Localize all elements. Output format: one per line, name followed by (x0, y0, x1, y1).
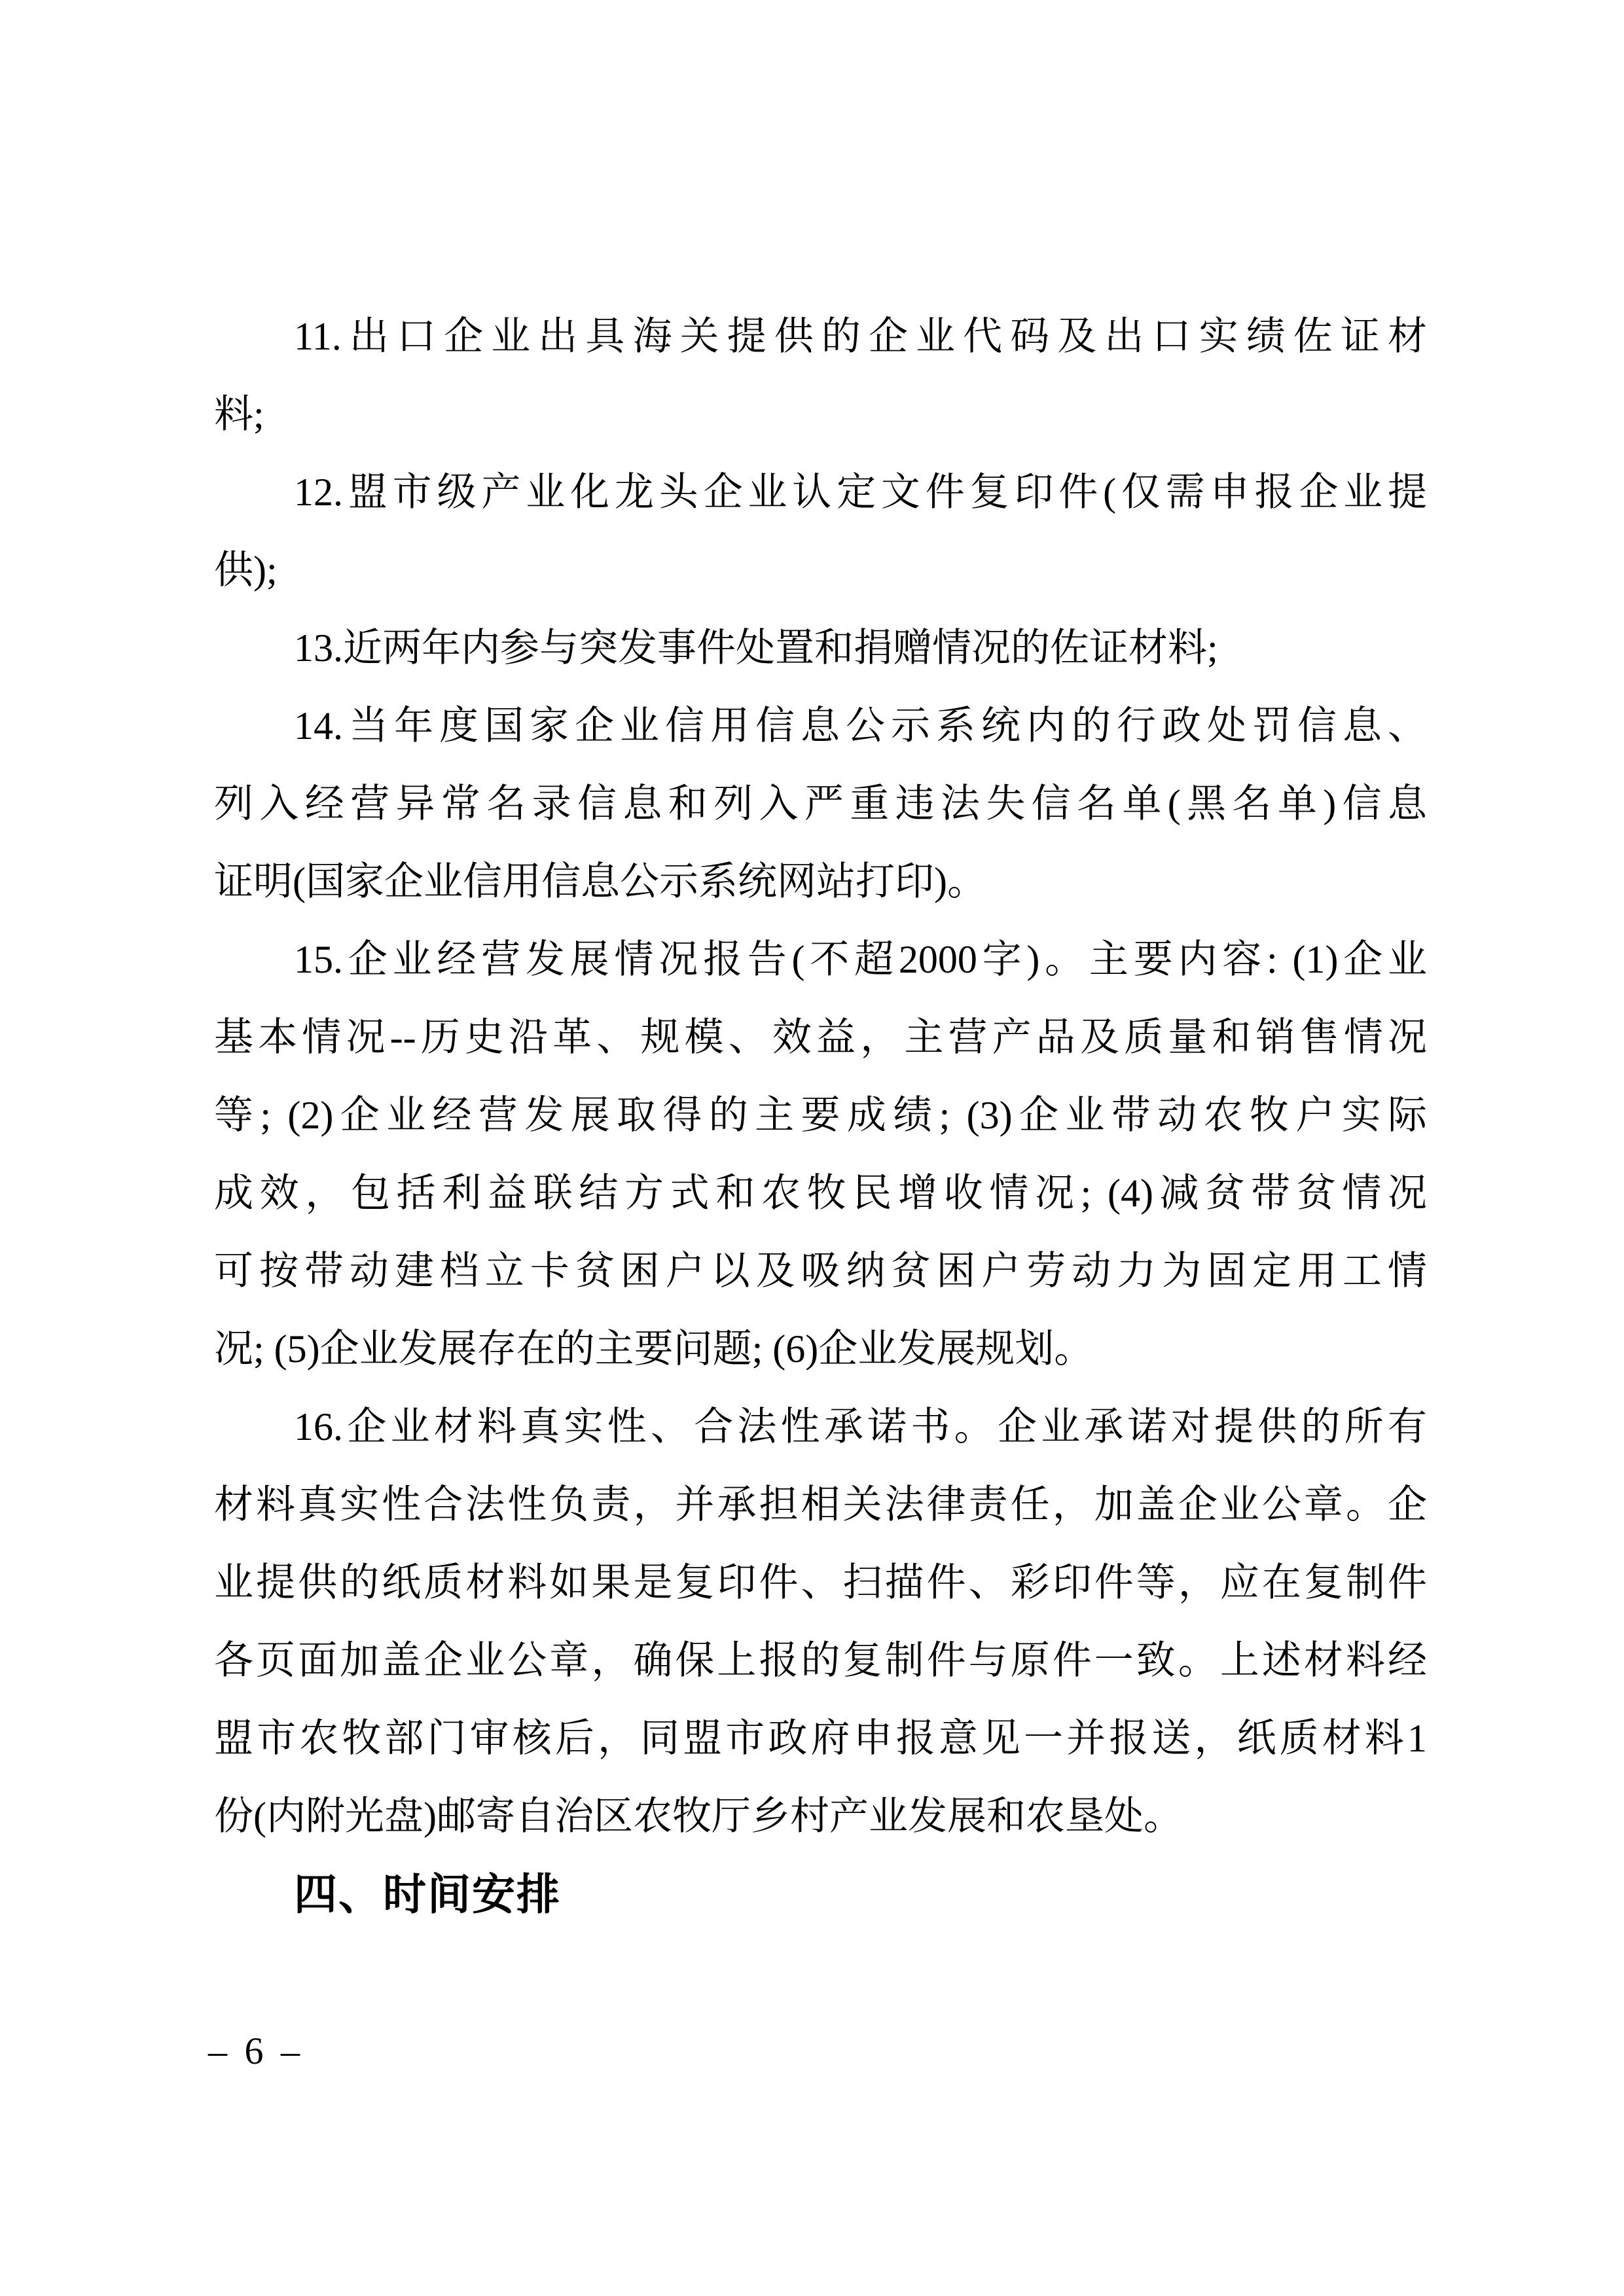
body-line-17: 业提供的纸质材料如果是复印件、扫描件、彩印件等，应在复制件 (214, 1561, 1427, 1604)
body-line-12: 成效，包括利益联结方式和农牧民增收情况; (4)减贫带贫情况 (214, 1172, 1427, 1215)
body-line-05: 13.近两年内参与突发事件处置和捐赠情况的佐证材料; (294, 626, 1218, 670)
body-line-04: 供); (214, 548, 278, 592)
body-line-07: 列入经营异常名录信息和列入严重违法失信名单(黑名单)信息 (214, 782, 1427, 825)
body-line-09: 15.企业经营发展情况报告(不超2000字)。主要内容: (1)企业 (294, 938, 1427, 981)
body-line-16: 材料真实性合法性负责，并承担相关法律责任，加盖企业公章。企 (214, 1483, 1427, 1526)
page-number: – 6 – (208, 2030, 300, 2072)
body-line-01: 11.出口企业出具海关提供的企业代码及出口实绩佐证材 (294, 315, 1427, 358)
body-line-14: 况; (5)企业发展存在的主要问题; (6)企业发展规划。 (214, 1327, 1094, 1371)
body-line-10: 基本情况--历史沿革、规模、效益，主营产品及质量和销售情况 (214, 1016, 1427, 1059)
body-line-08: 证明(国家企业信用信息公示系统网站打印)。 (214, 860, 986, 903)
section-heading: 四、时间安排 (294, 1870, 561, 1918)
body-line-11: 等; (2)企业经营发展取得的主要成绩; (3)企业带动农牧户实际 (214, 1094, 1427, 1137)
body-line-19: 盟市农牧部门审核后，同盟市政府申报意见一并报送，纸质材料1 (214, 1717, 1427, 1760)
body-line-18: 各页面加盖企业公章，确保上报的复制件与原件一致。上述材料经 (214, 1639, 1427, 1682)
body-line-13: 可按带动建档立卡贫困户以及吸纳贫困户劳动力为固定用工情 (214, 1249, 1427, 1293)
body-line-20: 份(内附光盘)邮寄自治区农牧厅乡村产业发展和农垦处。 (214, 1795, 1183, 1838)
body-line-02: 料; (214, 393, 264, 436)
body-line-06: 14.当年度国家企业信用信息公示系统内的行政处罚信息、 (294, 704, 1427, 747)
document-body (214, 298, 1427, 1933)
body-line-03: 12.盟市级产业化龙头企业认定文件复印件(仅需申报企业提 (294, 471, 1427, 514)
body-line-15: 16.企业材料真实性、合法性承诺书。企业承诺对提供的所有 (294, 1405, 1427, 1448)
